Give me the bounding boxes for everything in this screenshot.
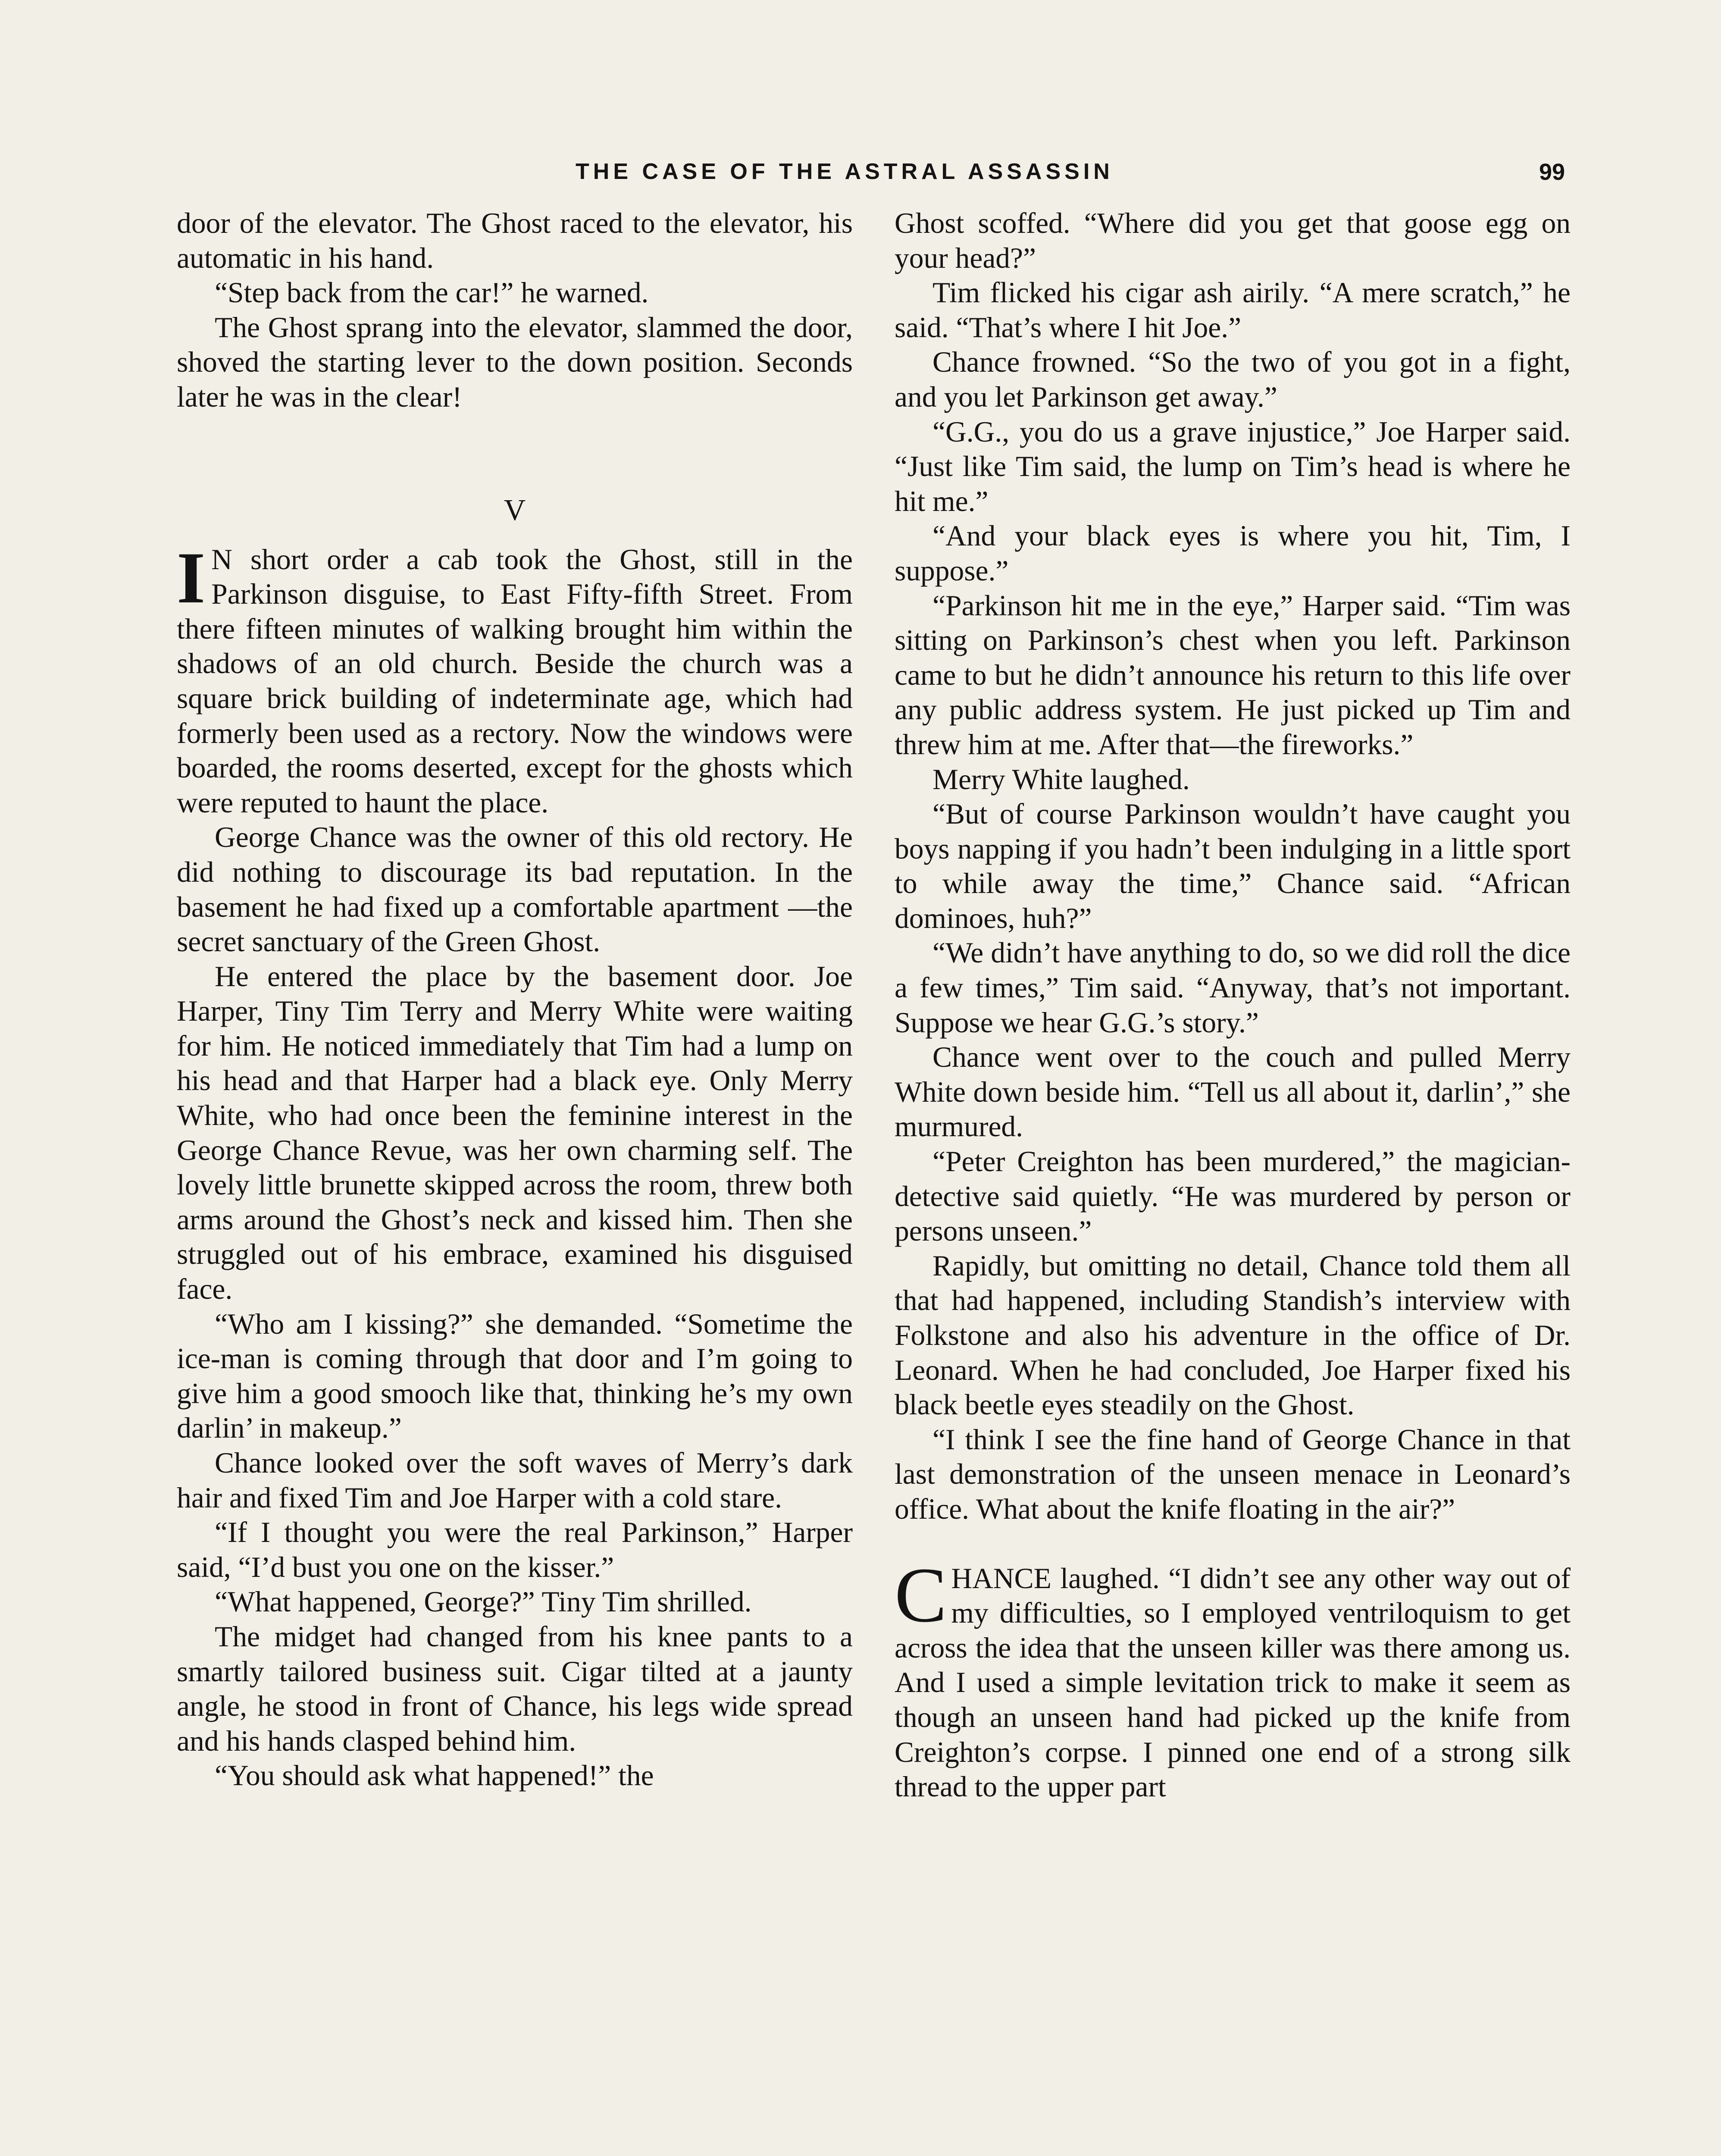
right-column [895, 206, 1571, 1805]
paragraph: Tim flicked his cigar ash airily. “A mere scratch,” he said. “That’s where I hit Joe.” [895, 276, 1571, 344]
paragraph: Chance went over to the couch and pulled Merry White down beside him. “Tell us all about it, darlin’,” she murmured. [895, 1041, 1571, 1143]
paragraph: George Chance was the owner of this old rectory. He did nothing to discourage its bad reputation. In the basement he had fixed up a comfortable apartment —the secret sanctuary of the Green Ghost. [177, 821, 853, 958]
paragraph: “You should ask what happened!” the [215, 1759, 654, 1792]
paragraph: The Ghost sprang into the elevator, slammed the door, shoved the starting lever to the down position. Seconds later he was in the clear! [177, 311, 853, 413]
paragraph: Rapidly, but omitting no detail, Chance told them all that had happened, including Standish’s interview with Folkstone and also his adventure in the office of Dr. Leonard. When he had concluded, Joe Harper fixed his black beetle eyes steadily on the Ghost. [895, 1249, 1571, 1421]
paragraph: “Step back from the car!” he warned. [215, 276, 649, 309]
paragraph: “G.G., you do us a grave injustice,” Joe Harper said. “Just like Tim said, the lump on Tim’s head is where he hit me.” [895, 415, 1571, 517]
paragraph: “If I thought you were the real Parkinson,” Harper said, “I’d bust you one on the kisser.” [177, 1516, 853, 1583]
section-break [895, 1527, 1571, 1561]
drop-cap: C [895, 1551, 947, 1639]
paragraph: “Who am I kissing?” she demanded. “Sometime the ice-man is coming through that door and I’m going to give him a good smooch like that, thinking he’s my own darlin’ in makeup.” [177, 1307, 853, 1445]
paragraph: Merry White laughed. [932, 763, 1190, 796]
paragraph: “And your black eyes is where you hit, Tim, I suppose.” [895, 520, 1571, 587]
page-number: 99 [1539, 159, 1565, 185]
paragraph: door of the elevator. The Ghost raced to the elevator, his automatic in his hand. [177, 207, 853, 274]
paragraph-text: N short order a cab took the Ghost, still in the Parkinson disguise, to East Fifty-fifth Street. From there fifteen minutes of walking brought him within the shadows of an old church. Beside the church was a square brick building of indeterminate age, which had formerly been used as a rectory. Now the windows were boarded, the rooms deserted, except for the ghosts which were reputed to haunt the place. [177, 543, 853, 819]
paragraph [177, 537, 853, 821]
paragraph: Chance looked over the soft waves of Merry’s dark hair and fixed Tim and Joe Harper with a cold stare. [177, 1447, 853, 1514]
paragraph: “What happened, George?” Tiny Tim shrilled. [215, 1586, 752, 1618]
drop-cap: I [177, 537, 206, 618]
paragraph: The midget had changed from his knee pants to a smartly tailored business suit. Cigar tilted at a jaunty angle, he stood in front of Chance, his legs wide spread and his hands clasped behind him. [177, 1620, 853, 1757]
paragraph-text: HANCE laughed. “I didn’t see any other way out of my difficulties, so I employed ventriloquism to get across the idea that the unseen killer was there among us. And I used a simple levitation trick to make it seem as though an unseen hand had picked up the knife from Creighton’s corpse. I pinned one end of a strong silk thread to the upper part [895, 1562, 1571, 1803]
paragraph: “I think I see the fine hand of George Chance in that last demonstration of the unseen menace in Leonard’s office. What about the knife floating in the air?” [895, 1423, 1571, 1525]
paragraph: Ghost scoffed. “Where did you get that goose egg on your head?” [895, 207, 1571, 274]
chapter-number: V [504, 493, 526, 527]
paragraph: He entered the place by the basement door. Joe Harper, Tiny Tim Terry and Merry White were waiting for him. He noticed immediately that Tim had a lump on his head and that Harper had a black eye. Only Merry White, who had once been the feminine interest in the George Chance Revue, was her own charming self. The lovely little brunette skipped across the room, threw both arms around the Ghost’s neck and kissed him. Then she struggled out of his embrace, examined his disguised face. [177, 960, 853, 1306]
paragraph: Chance frowned. “So the two of you got in a fight, and you let Parkinson get away.” [895, 346, 1571, 413]
left-column [177, 206, 853, 1793]
paragraph: “We didn’t have anything to do, so we did roll the dice a few times,” Tim said. “Anyway, that’s not important. Suppose we hear G.G.’s story.” [895, 937, 1571, 1039]
running-header: THE CASE OF THE ASTRAL ASSASSIN [576, 159, 1114, 184]
paragraph [895, 1551, 1571, 1805]
paragraph: “Peter Creighton has been murdered,” the magician-detective said quietly. “He was murdered by person or persons unseen.” [895, 1145, 1571, 1247]
paragraph: “But of course Parkinson wouldn’t have caught you boys napping if you hadn’t been indulging in a little sport to while away the time,” Chance said. “African dominoes, huh?” [895, 798, 1571, 934]
paragraph: “Parkinson hit me in the eye,” Harper said. “Tim was sitting on Parkinson’s chest when you left. Parkinson came to but he didn’t announce his return to this life over any public address system. He just picked up Tim and threw him at me. After that—the fireworks.” [895, 589, 1571, 761]
